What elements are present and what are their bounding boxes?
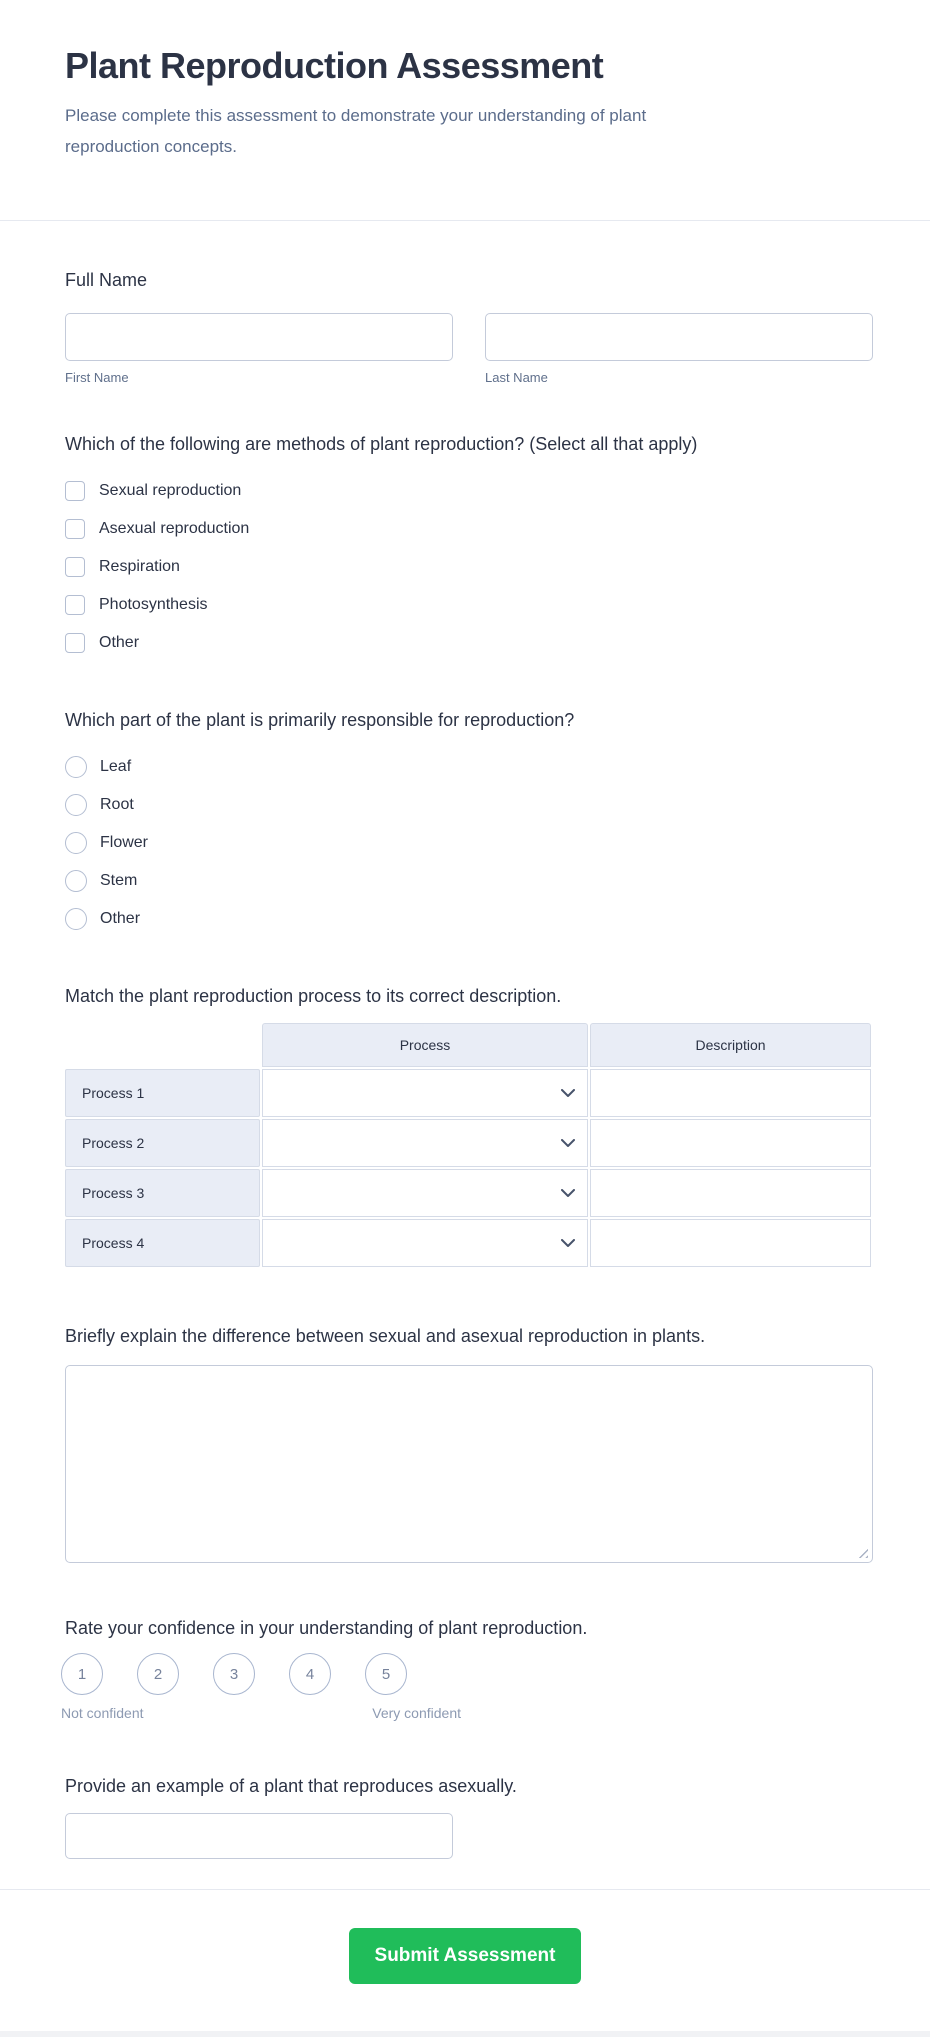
confidence-question-label: Rate your confidence in your understanding of plant reproduction. <box>65 1618 588 1638</box>
matrix-row-label: Process 3 <box>65 1169 260 1217</box>
explain-textarea[interactable] <box>65 1365 873 1563</box>
rating-high-label: Very confident <box>372 1705 461 1721</box>
example-question-label: Provide an example of a plant that reproduces asexually. <box>65 1776 517 1796</box>
part-options <box>65 755 873 931</box>
checkbox-option-label: Asexual reproduction <box>99 520 250 537</box>
matrix-description-input[interactable] <box>591 1070 870 1116</box>
first-name-sublabel: First Name <box>65 370 129 385</box>
matrix-row-label: Process 2 <box>65 1119 260 1167</box>
radio-option[interactable] <box>65 869 873 893</box>
radio-option-label: Stem <box>100 872 138 889</box>
radio-icon[interactable] <box>65 832 87 854</box>
example-input-wrap <box>65 1813 453 1859</box>
last-name-column <box>485 313 873 361</box>
matrix-row-label: Process 1 <box>65 1069 260 1117</box>
checkbox-option-label: Other <box>99 634 140 651</box>
checkbox-icon[interactable] <box>65 557 85 577</box>
radio-option-label: Other <box>100 910 141 927</box>
matrix-description-cell <box>590 1219 871 1267</box>
form-subtitle: Please complete this assessment to demonstrate your understanding of plant reproduction concepts. <box>65 106 647 156</box>
rating-circle[interactable]: 4 <box>289 1653 331 1695</box>
radio-option[interactable] <box>65 907 873 931</box>
methods-options <box>65 479 873 655</box>
submit-button[interactable]: Submit Assessment <box>349 1928 582 1984</box>
form-header <box>0 0 930 221</box>
checkbox-option[interactable] <box>65 555 873 579</box>
example-input[interactable] <box>65 1813 453 1859</box>
rating-scale <box>61 1653 873 1695</box>
full-name-label: Full Name <box>65 270 148 290</box>
rating-circle[interactable]: 3 <box>213 1653 255 1695</box>
matrix-question-label: Match the plant reproduction process to its correct description. <box>65 986 562 1006</box>
checkbox-icon[interactable] <box>65 519 85 539</box>
chevron-down-icon <box>561 1189 575 1197</box>
page-bottom-strip <box>0 2031 930 2037</box>
methods-question-label: Which of the following are methods of plant reproduction? (Select all that apply) <box>65 434 698 454</box>
question-reproduction-methods <box>65 431 873 655</box>
question-plant-part <box>65 707 873 931</box>
matrix-process-select[interactable] <box>262 1219 588 1267</box>
rating-circle[interactable]: 5 <box>365 1653 407 1695</box>
question-asexual-example <box>65 1773 873 1859</box>
matrix-description-input[interactable] <box>591 1220 870 1266</box>
rating-circle[interactable]: 1 <box>61 1653 103 1695</box>
matrix-corner-cell <box>65 1023 260 1067</box>
checkbox-option[interactable] <box>65 631 873 655</box>
radio-icon[interactable] <box>65 794 87 816</box>
checkbox-option-label: Respiration <box>99 558 180 575</box>
form-body <box>61 267 873 1859</box>
rating-scale-labels <box>61 1705 461 1721</box>
radio-option-label: Leaf <box>100 758 132 775</box>
radio-icon[interactable] <box>65 756 87 778</box>
name-inputs-row <box>65 313 873 361</box>
radio-icon[interactable] <box>65 908 87 930</box>
radio-option-label: Flower <box>100 834 149 851</box>
matrix-column-header-description: Description <box>590 1023 871 1067</box>
checkbox-icon[interactable] <box>65 595 85 615</box>
question-match-process <box>65 983 873 1267</box>
matrix-row-label: Process 4 <box>65 1219 260 1267</box>
matrix-description-cell <box>590 1119 871 1167</box>
part-question-label: Which part of the plant is primarily responsible for reproduction? <box>65 710 575 730</box>
explain-question-label: Briefly explain the difference between sexual and asexual reproduction in plants. <box>65 1326 706 1346</box>
matrix-process-select[interactable] <box>262 1069 588 1117</box>
checkbox-option-label: Sexual reproduction <box>99 482 242 499</box>
form-title: Plant Reproduction Assessment <box>65 45 604 86</box>
first-name-column <box>65 313 453 361</box>
question-explain-difference <box>65 1323 873 1563</box>
radio-option[interactable] <box>65 831 873 855</box>
question-confidence-rating <box>61 1615 873 1721</box>
last-name-input[interactable] <box>485 313 873 361</box>
radio-option-label: Root <box>100 796 134 813</box>
matrix-description-cell <box>590 1169 871 1217</box>
chevron-down-icon <box>561 1139 575 1147</box>
radio-icon[interactable] <box>65 870 87 892</box>
long-answer-wrap <box>65 1365 873 1563</box>
checkbox-option[interactable] <box>65 479 873 503</box>
first-name-input[interactable] <box>65 313 453 361</box>
rating-low-label: Not confident <box>61 1705 144 1721</box>
question-full-name <box>65 267 873 385</box>
radio-option[interactable] <box>65 793 873 817</box>
chevron-down-icon <box>561 1089 575 1097</box>
matrix-table <box>65 1023 873 1267</box>
radio-option[interactable] <box>65 755 873 779</box>
matrix-process-select[interactable] <box>262 1119 588 1167</box>
matrix-description-input[interactable] <box>591 1170 870 1216</box>
name-sublabels-row <box>65 361 873 385</box>
submit-section <box>0 1889 930 1984</box>
matrix-description-input[interactable] <box>591 1120 870 1166</box>
checkbox-icon[interactable] <box>65 633 85 653</box>
chevron-down-icon <box>561 1239 575 1247</box>
matrix-process-select[interactable] <box>262 1169 588 1217</box>
checkbox-option-label: Photosynthesis <box>99 596 208 613</box>
last-name-sublabel: Last Name <box>485 370 548 385</box>
checkbox-option[interactable] <box>65 517 873 541</box>
matrix-column-header-process: Process <box>262 1023 588 1067</box>
checkbox-option[interactable] <box>65 593 873 617</box>
checkbox-icon[interactable] <box>65 481 85 501</box>
matrix-description-cell <box>590 1069 871 1117</box>
rating-circle[interactable]: 2 <box>137 1653 179 1695</box>
